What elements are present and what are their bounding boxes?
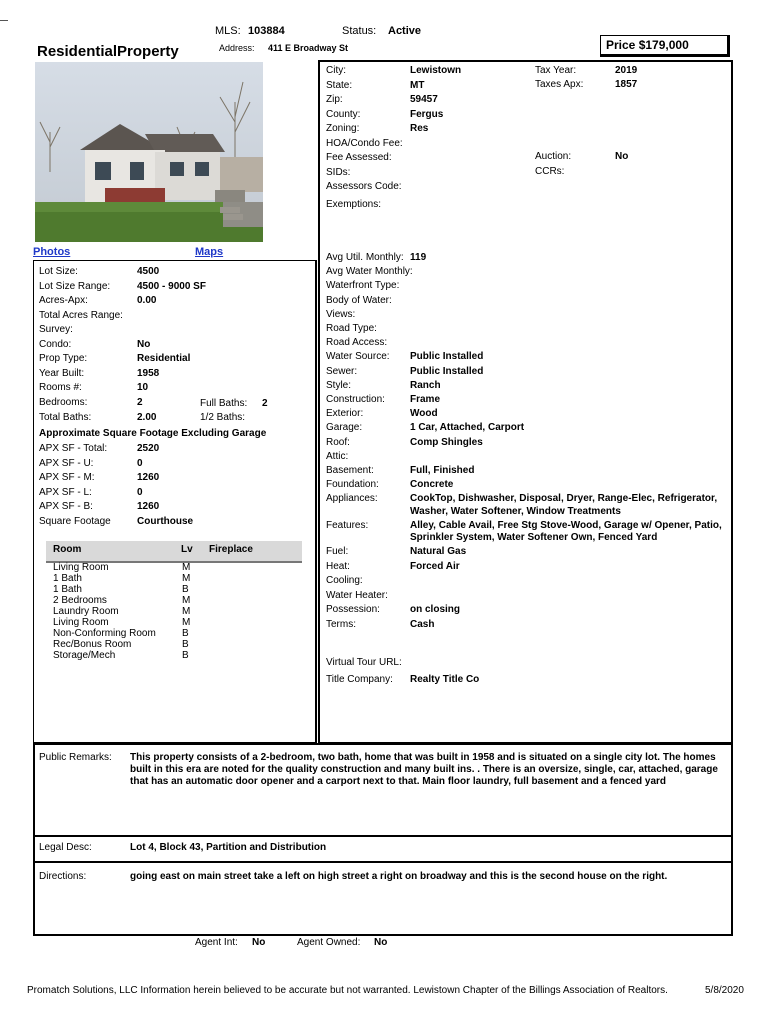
lot-field-label: Total Baths: (39, 411, 92, 423)
feature-field-row (326, 450, 726, 463)
utility-field-value: Natural Gas (410, 546, 467, 557)
feature-field-label: Garage: (326, 422, 363, 434)
location-field-row (326, 151, 526, 164)
room-level: B (182, 639, 189, 650)
feature-field-label: Attic: (326, 450, 349, 462)
lot-field-value: 4500 (137, 266, 160, 277)
lot-field-row (39, 381, 309, 394)
remarks-label: Public Remarks: (39, 752, 112, 763)
sqft-field-label: APX SF - Total: (39, 443, 108, 454)
room-level: M (182, 606, 191, 617)
property-photo[interactable] (35, 62, 263, 242)
sqft-field-row (39, 471, 309, 484)
feature-field-value: Concrete (410, 479, 454, 491)
utility-field-value: Cash (410, 618, 435, 630)
lot-field-value: 0.00 (137, 295, 157, 307)
lot-field-label: Condo: (39, 338, 72, 350)
ccrs-label: CCRs: (535, 166, 565, 177)
location-field-label: Fee Assessed: (326, 152, 392, 163)
location-field-label: HOA/Condo Fee: (326, 137, 403, 149)
room-row (53, 606, 303, 617)
lot-field-label: Prop Type: (39, 353, 88, 365)
location-field-label: Assessors Code: (326, 181, 402, 192)
divider (35, 835, 731, 837)
utility-field-value: on closing (410, 604, 460, 615)
utility-field-label: Possession: (326, 604, 380, 615)
auction-value: No (615, 151, 629, 162)
feature-field-row (326, 421, 726, 434)
page-title: ResidentialProperty (37, 43, 179, 60)
feature-field-row (326, 336, 726, 349)
feature-field-label: Exterior: (326, 408, 364, 420)
feature-field-row (326, 322, 726, 335)
utility-field-label: Fuel: (326, 546, 349, 557)
sqft-heading: Approximate Square Footage Excluding Garage (39, 428, 267, 439)
lot-field-value: 1958 (137, 367, 160, 379)
remarks-line1: This property consists of a 2-bedroom, two bath, home that was built in 1958 and is situated on a single city lot. The homes (130, 752, 716, 763)
location-field-label: Zip: (326, 94, 343, 105)
appliances-line1: CookTop, Dishwasher, Disposal, Dryer, Range-Elec, Refrigerator, (410, 493, 718, 504)
title-company-label: Title Company: (326, 674, 393, 685)
agent-int-label: Agent Int: (195, 937, 238, 948)
agent-owned-label: Agent Owned: (297, 937, 361, 948)
feature-field-row (326, 251, 726, 264)
room-row (53, 584, 303, 595)
fireplace-col-header: Fireplace (209, 544, 253, 555)
location-field-label: State: (326, 79, 353, 91)
lot-field-label: Lot Size: (39, 266, 78, 277)
room-name: Laundry Room (53, 606, 119, 617)
feature-field-value: Wood (410, 408, 438, 420)
location-field-row (326, 137, 526, 150)
sqft-field-value: 2520 (137, 443, 160, 454)
sqft-field-row (39, 515, 309, 528)
location-field-row (326, 108, 526, 121)
feature-field-label: Basement: (326, 465, 374, 476)
left-details-box (33, 260, 317, 744)
agent-owned-value: No (374, 937, 388, 948)
feature-field-value: Frame (410, 394, 441, 405)
utility-field-row (326, 545, 726, 558)
feature-field-row (326, 294, 726, 307)
feature-field-label: Waterfront Type: (326, 280, 400, 292)
lot-field-value: No (137, 338, 151, 350)
location-field-row (326, 79, 526, 92)
room-level: M (182, 573, 191, 584)
utility-field-row (326, 618, 726, 631)
feature-field-row (326, 478, 726, 491)
utility-field-row (326, 589, 726, 602)
location-field-row (326, 93, 526, 106)
feature-field-value: 1 Car, Attached, Carport (410, 422, 525, 434)
room-col-header: Room (53, 544, 82, 555)
feature-field-row (326, 407, 726, 420)
tax-year-label: Tax Year: (535, 65, 577, 76)
room-name: 1 Bath (53, 573, 82, 584)
room-name: Rec/Bonus Room (53, 639, 132, 650)
room-row (53, 617, 303, 628)
lot-field-label: Acres-Apx: (39, 295, 88, 307)
agent-int-value: No (252, 937, 266, 948)
location-field-label: SIDs: (326, 166, 351, 178)
location-field-row (326, 180, 526, 193)
auction-label: Auction: (535, 151, 572, 162)
location-field-value: MT (410, 79, 425, 91)
header (0, 0, 770, 60)
feature-field-label: Water Source: (326, 351, 390, 363)
legal-value: Lot 4, Block 43, Partition and Distribution (130, 842, 327, 853)
lot-field-label: Total Acres Range: (39, 309, 123, 321)
lot-field-label: Survey: (39, 324, 73, 336)
lot-field-value: 10 (137, 382, 149, 394)
location-field-label: Exemptions: (326, 198, 382, 210)
right-details-box (318, 60, 733, 744)
rooms-list (53, 562, 303, 661)
status-label: Status: (342, 25, 377, 37)
full-baths-value: 2 (262, 398, 268, 409)
room-row (53, 562, 303, 573)
lot-field-value: 2.00 (137, 411, 157, 423)
room-name: Storage/Mech (53, 650, 116, 661)
feature-field-label: Construction: (326, 394, 385, 405)
feature-field-row (326, 350, 726, 363)
feature-field-label: Road Access: (326, 337, 388, 349)
lot-field-value: 4500 - 9000 SF (137, 280, 206, 292)
lot-field-row (39, 294, 309, 307)
feature-field-value: Comp Shingles (410, 436, 483, 448)
room-name: Living Room (53, 562, 109, 573)
features-line1: Alley, Cable Avail, Free Stg Stove-Wood, Garage w/ Opener, Patio, (410, 520, 722, 531)
taxes-value: 1857 (615, 79, 638, 90)
remarks-line3: that has an automatic door opener and a carport next to that. Main floor laundry, full basement and a fenced yard (130, 776, 667, 787)
lot-field-value: 2 (137, 396, 143, 408)
sqft-field-label: APX SF - M: (39, 472, 95, 483)
room-level: M (182, 595, 191, 606)
feature-field-row (326, 308, 726, 321)
utility-field-row (326, 603, 726, 616)
feature-field-label: Sewer: (326, 365, 358, 377)
lot-field-label: Bedrooms: (39, 396, 88, 408)
sqft-field-label: APX SF - L: (39, 486, 92, 498)
sqft-field-value: 0 (137, 486, 143, 498)
room-row (53, 595, 303, 606)
sqft-field-value: 0 (137, 457, 143, 469)
lot-field-row (39, 338, 309, 351)
sqft-field-row (39, 500, 309, 513)
utility-field-label: Terms: (326, 618, 356, 630)
footer-disclaimer: Promatch Solutions, LLC Information herein believed to be accurate but not warranted. Lewistown Chapter of the Billings Association of Realtors. (27, 985, 668, 996)
room-row (53, 639, 303, 650)
directions-value: going east on main street take a left on high street a right on broadway and this is the second house on the right. (130, 871, 668, 882)
lot-field-row (39, 265, 309, 278)
appliances-line2: Washer, Water Softener, Window Treatments (410, 506, 621, 517)
location-field-row (326, 166, 526, 179)
address-value: 411 E Broadway St (268, 43, 349, 53)
features-label: Features: (326, 520, 369, 531)
status-value: Active (388, 25, 422, 37)
sqft-field-row (39, 442, 309, 455)
sqft-field-value: 1260 (137, 501, 160, 512)
lot-field-row (39, 352, 309, 365)
half-baths-label: 1/2 Baths: (200, 412, 246, 423)
sqft-field-value: 1260 (137, 472, 160, 483)
virtual-tour-label: Virtual Tour URL: (326, 657, 402, 668)
room-row (53, 650, 303, 661)
location-field-row (326, 64, 526, 77)
mls-value: 103884 (248, 25, 285, 37)
sqft-field-label: APX SF - U: (39, 457, 94, 469)
feature-field-row (326, 365, 726, 378)
utility-field-value: Forced Air (410, 560, 460, 572)
appliances-label: Appliances: (326, 493, 378, 504)
lot-field-row (39, 411, 309, 424)
remarks-section (33, 743, 733, 936)
location-field-label: Zoning: (326, 123, 360, 134)
room-level: M (182, 562, 191, 573)
room-name: 1 Bath (53, 584, 82, 595)
lot-field-row (39, 280, 309, 293)
house-photo-image (35, 62, 263, 242)
utility-field-label: Heat: (326, 560, 350, 572)
feature-field-row (326, 436, 726, 449)
room-name: 2 Bedrooms (53, 595, 107, 606)
location-field-value: Lewistown (410, 65, 462, 76)
location-field-label: County: (326, 108, 361, 120)
feature-field-label: Roof: (326, 436, 350, 448)
full-baths-label: Full Baths: (200, 398, 248, 409)
photos-link[interactable]: Photos (33, 246, 71, 258)
sqft-field-row (39, 486, 309, 499)
feature-field-label: Avg Water Monthly: (326, 266, 413, 278)
location-field-value: Res (410, 123, 429, 134)
sqft-field-label: Square Footage (39, 515, 111, 527)
features-line2: Sprinkler System, Water Softener Own, Fenced Yard (410, 532, 658, 543)
feature-field-label: Style: (326, 379, 352, 391)
room-level: B (182, 628, 189, 639)
feature-field-row (326, 464, 726, 477)
maps-link[interactable]: Maps (195, 246, 224, 258)
lot-field-label: Rooms #: (39, 382, 82, 394)
sqft-field-row (39, 457, 309, 470)
mls-label: MLS: (215, 25, 241, 37)
room-row (53, 628, 303, 639)
room-row (53, 573, 303, 584)
feature-field-value: Public Installed (410, 351, 484, 363)
utility-field-row (326, 560, 726, 573)
tax-year-value: 2019 (615, 65, 638, 76)
room-level: B (182, 584, 189, 595)
room-level: B (182, 650, 189, 661)
room-level: M (182, 617, 191, 628)
feature-field-label: Road Type: (326, 323, 377, 334)
address-label: Address: (219, 43, 255, 53)
location-field-row (326, 122, 526, 135)
lot-field-row (39, 323, 309, 336)
feature-field-row (326, 393, 726, 406)
lot-field-row (39, 367, 309, 380)
rooms-table-header (46, 541, 302, 563)
divider (35, 861, 731, 863)
feature-field-label: Avg Util. Monthly: (326, 252, 404, 263)
price: Price $179,000 (606, 38, 689, 52)
title-company-value: Realty Title Co (410, 674, 480, 685)
price-box (600, 35, 730, 57)
feature-field-row (326, 379, 726, 392)
lot-field-row (39, 309, 309, 322)
utility-field-label: Cooling: (326, 575, 363, 586)
feature-field-value: Public Installed (410, 365, 484, 377)
taxes-label: Taxes Apx: (535, 79, 584, 90)
feature-field-value: Ranch (410, 379, 441, 391)
remarks-line2: built in this era are noted for the quality construction and many built ins. . There is an oversize, single, car, attached, garage (130, 764, 718, 775)
lot-field-row (39, 396, 309, 409)
location-field-value: Fergus (410, 108, 444, 120)
feature-field-label: Foundation: (326, 479, 379, 491)
location-field-row (326, 198, 526, 211)
legal-label: Legal Desc: (39, 842, 92, 853)
feature-field-value: Full, Finished (410, 465, 475, 476)
sqft-field-label: APX SF - B: (39, 501, 93, 512)
footer-date: 5/8/2020 (705, 985, 744, 996)
lot-field-value: Residential (137, 353, 191, 365)
location-field-value: 59457 (410, 94, 438, 105)
feature-field-row (326, 265, 726, 278)
room-name: Living Room (53, 617, 109, 628)
feature-field-row (326, 279, 726, 292)
lot-field-label: Year Built: (39, 367, 85, 379)
room-name: Non-Conforming Room (53, 628, 156, 639)
lot-field-label: Lot Size Range: (39, 280, 111, 292)
utility-field-row (326, 574, 726, 587)
sqft-field-value: Courthouse (137, 515, 194, 527)
feature-field-value: 119 (410, 252, 427, 263)
feature-field-label: Body of Water: (326, 294, 392, 306)
lv-col-header: Lv (181, 544, 193, 555)
location-field-label: City: (326, 65, 346, 76)
directions-label: Directions: (39, 871, 87, 882)
feature-field-label: Views: (326, 308, 356, 320)
utility-field-label: Water Heater: (326, 589, 388, 601)
